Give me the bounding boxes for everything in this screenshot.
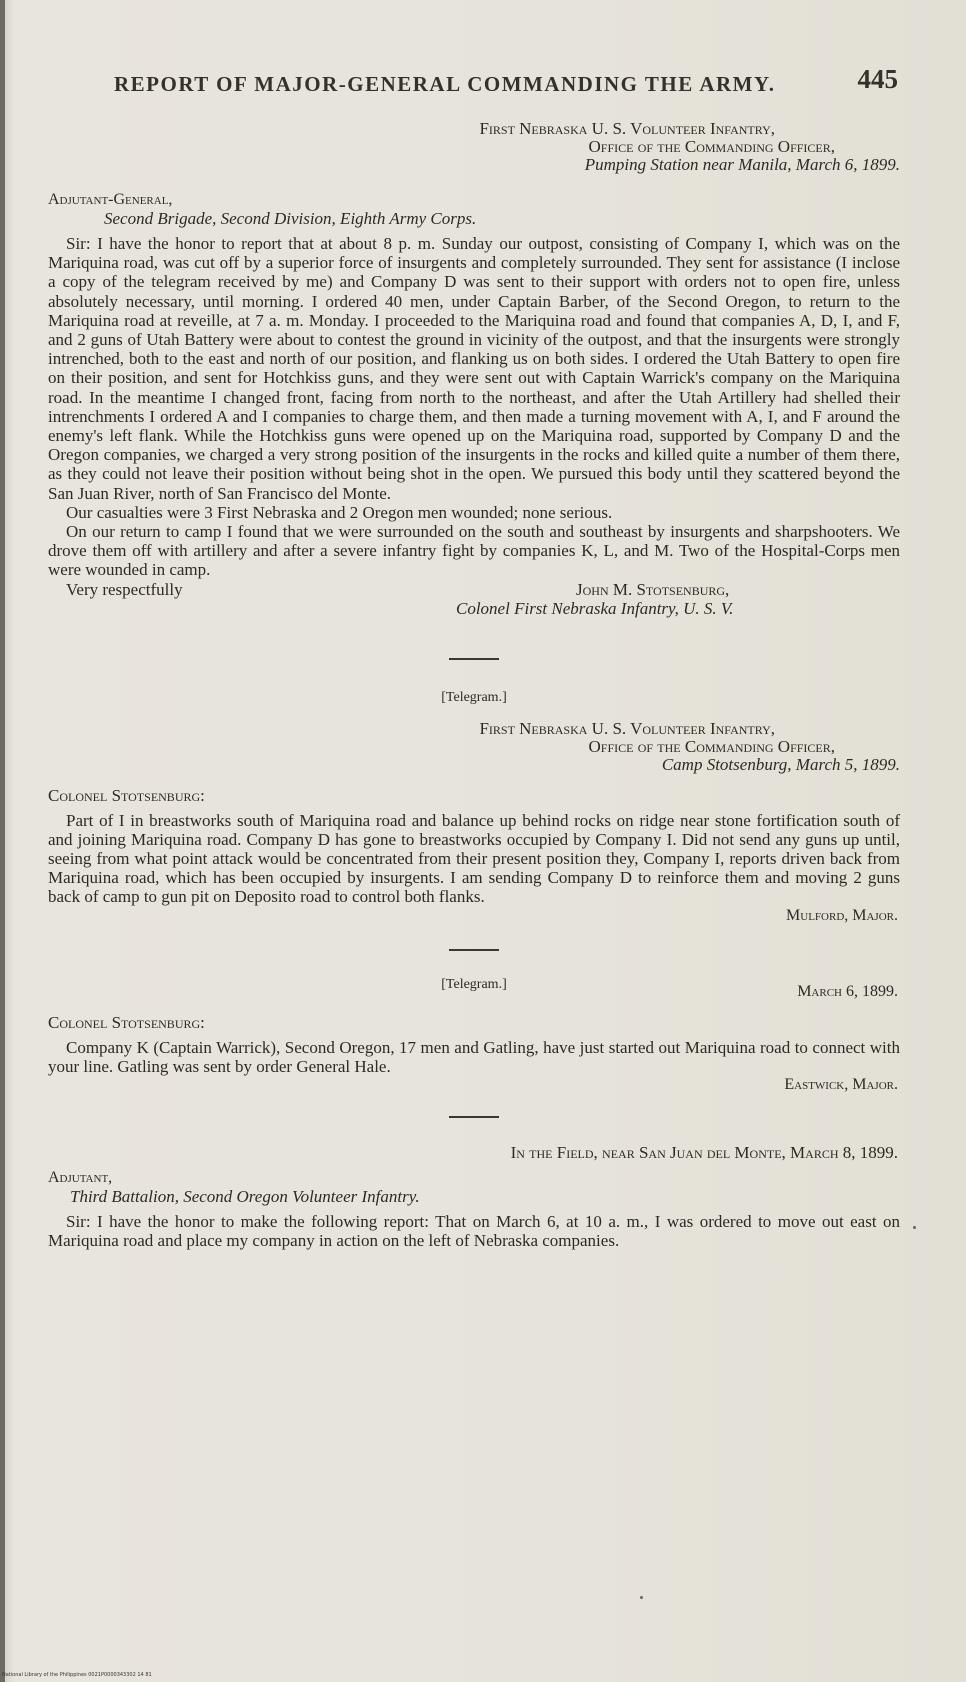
closing: Very respectfully: [66, 579, 183, 599]
report-paragraph: Sir: I have the honor to report that at about 8 p. m. Sunday our outpost, consisting of Company I, which was on the Mariquina road, was cut off by a superior force of insurgents and completely surrounded. They sent for assistance (I inclose a copy of the telegram received by me) and Company D was sent to their support with orders not to open fire, unless absolutely necessary, until morning. I ordered 40 men, under Captain Barber, of the Second Oregon, to return to the Mariquina road at reveille, at 7 a. m. Monday. I proceeded to the Mariquina road and found that companies A, D, I, and F, and 2 guns of Utah Battery were about to contest the ground in vicinity of the outpost, and that the insurgents were strongly intrenched, both to the east and north of our position, and flanking us on both sides. I ordered the Utah Battery to open fire on their position, and sent for Hotchkiss guns, and they were sent out with Captain Warrick's company on the Mariquina road. In the meantime I changed front, facing from north to the northeast, and after the Utah Artillery had shelled their intrenchments I ordered A and I companies to charge them, and then made a turning movement with A, I, and F around the enemy's left flank. While the Hotchkiss guns were opened up on the Mariquina road, supported by Company D and the Oregon companies, we charged a very strong position of the insurgents in the rocks and killed quite a number of them there, as they could not leave their position without being shot in the open. We pursued this body until they scattered beyond the San Juan River, north of San Francisco del Monte.: [48, 234, 900, 503]
telegram-date: March 6, 1899.: [797, 982, 898, 1000]
telegram-header-place-date: Camp Stotsenburg, March 5, 1899.: [661, 754, 900, 774]
running-head-title: REPORT OF MAJOR-GENERAL COMMANDING THE ARMY.: [114, 72, 776, 96]
running-head: [114, 64, 900, 98]
telegram-eastwick: [48, 977, 900, 1094]
signature-block: [48, 580, 900, 618]
telegram-signature: Eastwick, Major.: [784, 1076, 898, 1094]
section-divider: [449, 949, 499, 951]
telegram-body: Company K (Captain Warrick), Second Oregon, 17 men and Gatling, have just started out Mariquina road to connect with your line. Gatling was sent by order General Hale.: [48, 1037, 900, 1076]
speck: [913, 1226, 916, 1229]
report-paragraph: Sir: I have the honor to make the following report: That on March 6, at 10 a. m., I was ordered to move out east on Mariquina road and place my company in action on the left of Nebraska companies.: [48, 1212, 900, 1251]
letter-header-place-date: Pumping Station near Manila, March 6, 1899.: [584, 155, 900, 174]
field-header: In the Field, near San Juan del Monte, March 8, 1899.: [510, 1143, 898, 1163]
signer-name: John M. Stotsenburg,: [576, 579, 730, 599]
telegram-tag: [Telegram.]: [441, 976, 507, 992]
addressee-sub: Third Battalion, Second Oregon Volunteer Infantry.: [70, 1187, 420, 1207]
footer-note: National Library of the Philippines 0021P0000343302 14 81: [2, 1672, 152, 1678]
binding-edge: [0, 0, 5, 1682]
letter-header-unit: First Nebraska U. S. Volunteer Infantry,: [479, 119, 775, 138]
addressee: Adjutant-General,: [48, 191, 173, 208]
signer-rank: Colonel First Nebraska Infantry, U. S. V.: [456, 598, 734, 618]
casualties-paragraph: Our casualties were 3 First Nebraska and 2 Oregon men wounded; none serious.: [66, 502, 613, 522]
telegram-tag-row: [48, 977, 900, 1003]
section-divider: [449, 1116, 499, 1118]
section-divider: [449, 658, 499, 660]
return-paragraph: On our return to camp I found that we were surrounded on the south and southeast by insurgents and sharpshooters. We drove them off with artillery and after a severe infantry fight by companies K, L, and M. Two of the Hospital-Corps men were wounded in camp.: [48, 522, 900, 580]
page-content: [48, 64, 900, 1250]
letter-header-office: Office of the Commanding Officer,: [588, 137, 835, 156]
addressee-block: [48, 190, 900, 228]
addressee: Adjutant,: [48, 1169, 113, 1187]
addressee-sub: Second Brigade, Second Division, Eighth Army Corps.: [104, 209, 477, 228]
letter-stotsenburg: [48, 120, 900, 618]
page-number: 445: [857, 64, 898, 94]
telegram-signature: Mulford, Major.: [786, 906, 898, 924]
salutation: Colonel Stotsenburg:: [48, 785, 205, 805]
telegram-header-unit: First Nebraska U. S. Volunteer Infantry,: [479, 718, 775, 738]
telegram-header-office: Office of the Commanding Officer,: [588, 736, 835, 756]
telegram-mulford: [48, 690, 900, 925]
letter-oregon: [48, 1144, 900, 1250]
telegram-body: Part of I in breastworks south of Mariquina road and balance up behind rocks on ridge near stone fortification south of and joining Mariquina road. Company D has gone to breastworks occupied by Company I. Did not send any guns up until, seeing from what point attack would be concentrated from their present position they, Company I, reports driven back from Mariquina road, which has been occupied by insurgents. I am sending Company D to reinforce them and moving 2 guns back of camp to gun pit on Deposito road to control both flanks.: [48, 810, 900, 907]
speck: [640, 1596, 643, 1599]
salutation: Colonel Stotsenburg:: [48, 1012, 205, 1032]
addressee-block: [48, 1168, 900, 1206]
telegram-tag: [Telegram.]: [441, 689, 507, 705]
